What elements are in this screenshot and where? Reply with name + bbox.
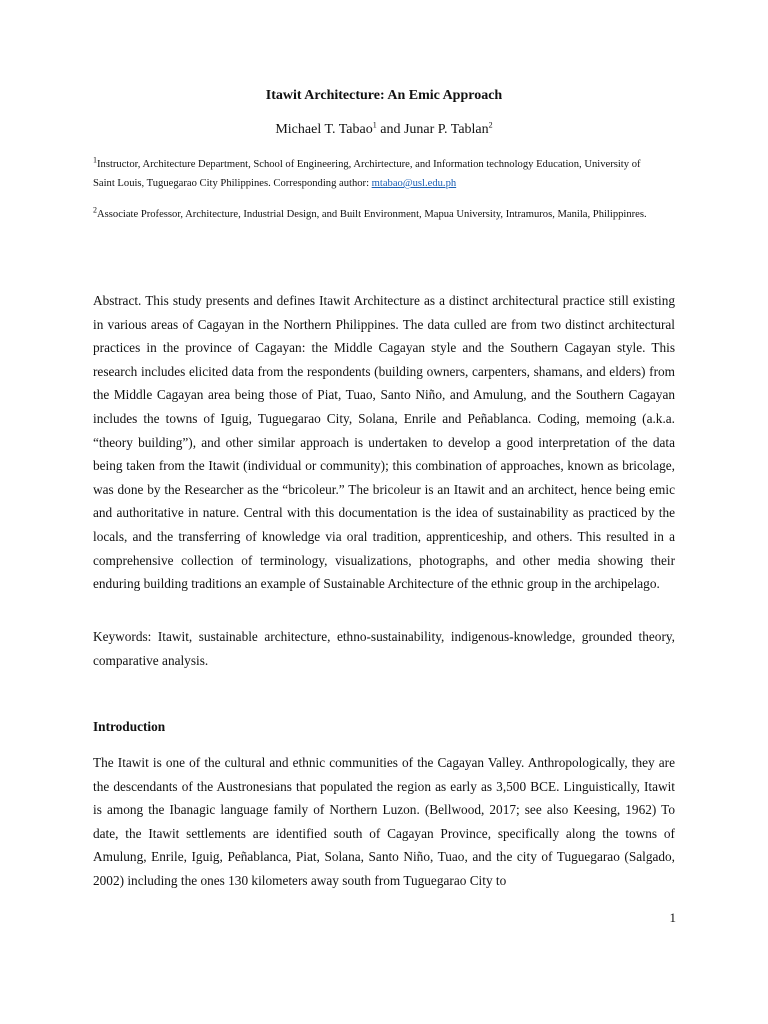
corresponding-email-link[interactable]: mtabao@usl.edu.ph [371, 178, 457, 189]
affiliation-2 [93, 205, 653, 224]
page-number: 1 [669, 910, 676, 925]
author-line [0, 122, 768, 138]
affiliation-text: Instructor, Architecture Department, School of Engineering, Archirtecture, and Information technology Education, University of Saint Louis, Tuguegarao City Philippines. Corresponding author: [93, 159, 641, 189]
section-heading-introduction: Introduction [93, 719, 166, 734]
affiliation-marker: 2 [488, 120, 493, 130]
author-name: Michael T. Tabao [275, 122, 373, 137]
abstract-paragraph: Abstract. This study presents and defines Itawit Architecture as a distinct architectural practice still existing in various areas of Cagayan in the Northern Philippines. The data culled are from two distinct architectural practices in the province of Cagayan: the Middle Cagayan style and the Southern Cagayan style. This research includes elicited data from the respondents (building owners, carpenters, shamans, and elders) from the Middle Cagayan area being those of Piat, Tuao, Santo Niño, and Amulung, and the Southern Cagayan includes the towns of Iguig, Tuguegarao City, Solana, Enrile and Peñablanca. Coding, memoing (a.k.a. “theory building”), and other similar approach is undertaken to develop a good interpretation of the data being taken from the Itawit (individual or community); this combination of approaches, known as bricolage, was done by the Researcher as the “bricoleur.” The bricoleur is an Itawit and an architect, hence being emic and authoritative in nature. Central with this documentation is the idea of sustainability as practiced by the locals, and the transferring of knowledge via oral tradition, apprenticeship, and others. This resulted in a comprehensive collection of terminology, visualizations, photographs, and other media showing their enduring building traditions an example of Sustainable Architecture of the ethnic group in the archipelago. [93, 293, 675, 592]
affiliation-marker: 1 [372, 120, 377, 130]
author-conjunction: and [376, 122, 404, 137]
keywords-paragraph: Keywords: Itawit, sustainable architecture, ethno-sustainability, indigenous-knowledge, grounded theory, comparative analysis. [93, 629, 675, 668]
affiliation-marker: 1 [93, 155, 97, 165]
affiliation-1 [93, 155, 653, 193]
author-name: Junar P. Tablan [403, 122, 489, 137]
affiliation-text: Associate Professor, Architecture, Industrial Design, and Built Environment, Mapua University, Intramuros, Manila, Philippinres. [97, 209, 647, 220]
introduction-paragraph: The Itawit is one of the cultural and ethnic communities of the Cagayan Valley. Anthropologically, they are the descendants of the Austronesians that populated the region as early as 3,500 BCE. Linguistically, Itawit is among the Ibanagic language family of Northern Luzon. (Bellwood, 2017; see also Keesing, 1962) To date, the Itawit settlements are identified south of Cagayan Province, specifically along the towns of Amulung, Enrile, Iguig, Peñablanca, Piat, Solana, Santo Niño, Tuao, and the city of Tuguegarao (Salgado, 2002) including the ones 130 kilometers away south from Tuguegarao City to [93, 755, 675, 888]
affiliation-marker: 2 [93, 205, 97, 215]
paper-title: Itawit Architecture: An Emic Approach [265, 88, 503, 103]
